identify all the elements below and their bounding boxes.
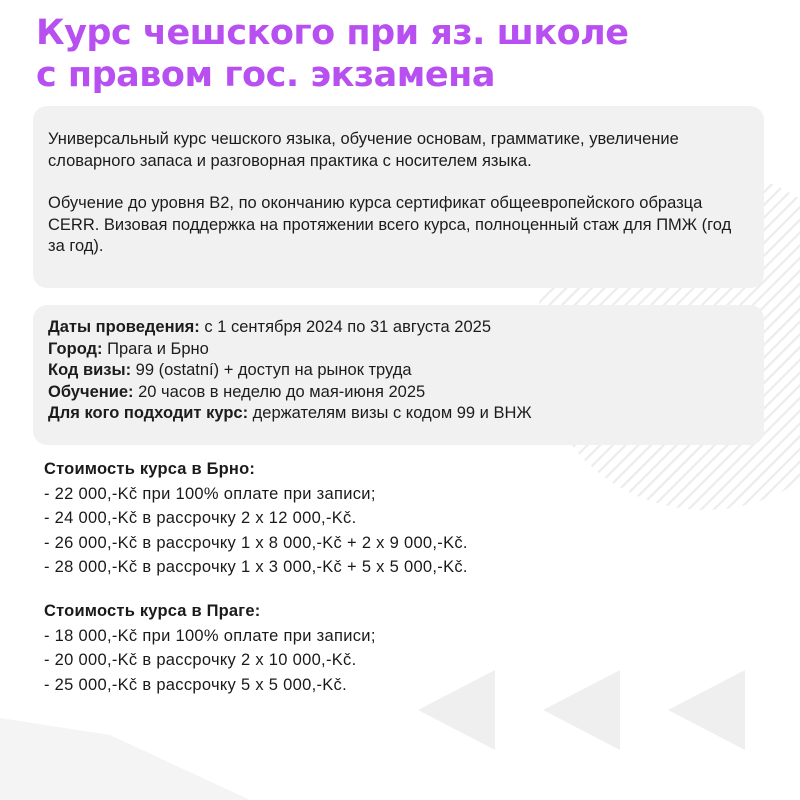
info-value: держателям визы с кодом 99 и ВНЖ [248, 404, 532, 422]
info-label: Даты проведения: [48, 318, 200, 336]
description-paragraph: Универсальный курс чешского языка, обучение основам, грамматике, увеличение словарного запаса и разговорная практика с носителем языка. [48, 130, 679, 170]
page-title [36, 12, 629, 96]
info-label: Обучение: [48, 382, 134, 401]
info-value: с 1 сентября 2024 по 31 августа 2025 [199, 318, 492, 336]
info-value: 99 (ostatní) + доступ на рынок труда [131, 361, 412, 379]
info-row-audience [48, 403, 748, 425]
info-value: 20 часов в неделю до мая-июня 2025 [133, 382, 426, 401]
price-heading: Стоимость курса в Праге: [44, 602, 261, 620]
info-value: Прага и Брно [102, 339, 209, 358]
info-row-city [48, 339, 748, 361]
info-label: Код визы: [48, 361, 132, 379]
corner-shape-decoration [0, 718, 250, 800]
price-item: - 22 000,-Kč при 100% оплате при записи; [44, 484, 376, 503]
price-item: - 28 000,-Kč в рассрочку 1 x 3 000,-Kč + 5 x 5 000,-Kč. [44, 558, 468, 576]
price-item: - 20 000,-Kč в рассрочку 2 x 10 000,-Kč. [44, 651, 357, 669]
info-row-dates [48, 317, 748, 339]
price-list-praha [44, 599, 376, 697]
triangle-decoration [668, 670, 745, 750]
description-paragraph: Обучение до уровня B2, по окончанию курса сертификат общеевропейского образца CERR. Визовая поддержка на протяжении всего курса, полноценный стаж для ПМЖ (год за год). [48, 194, 732, 255]
triangle-decoration [543, 670, 620, 750]
course-info-card [33, 305, 764, 445]
description-card [33, 106, 764, 288]
price-item: - 26 000,-Kč в рассрочку 1 x 8 000,-Kč + 2 x 9 000,-Kč. [44, 533, 468, 552]
price-list-brno [44, 457, 468, 580]
info-label: Для кого подходит курс: [48, 404, 249, 422]
info-label: Город: [48, 339, 103, 358]
title-line: с правом гос. экзамена [36, 55, 495, 95]
info-row-visa-code [48, 360, 748, 382]
triangle-decoration [418, 670, 495, 750]
title-line: Курс чешского при яз. школе [36, 13, 629, 53]
info-row-study [48, 382, 748, 404]
price-item: - 18 000,-Kč при 100% оплате при записи; [44, 626, 376, 645]
price-heading: Стоимость курса в Брно: [44, 460, 256, 478]
price-item: - 24 000,-Kč в рассрочку 2 x 12 000,-Kč. [44, 509, 357, 527]
price-item: - 25 000,-Kč в рассрочку 5 x 5 000,-Kč. [44, 675, 347, 694]
